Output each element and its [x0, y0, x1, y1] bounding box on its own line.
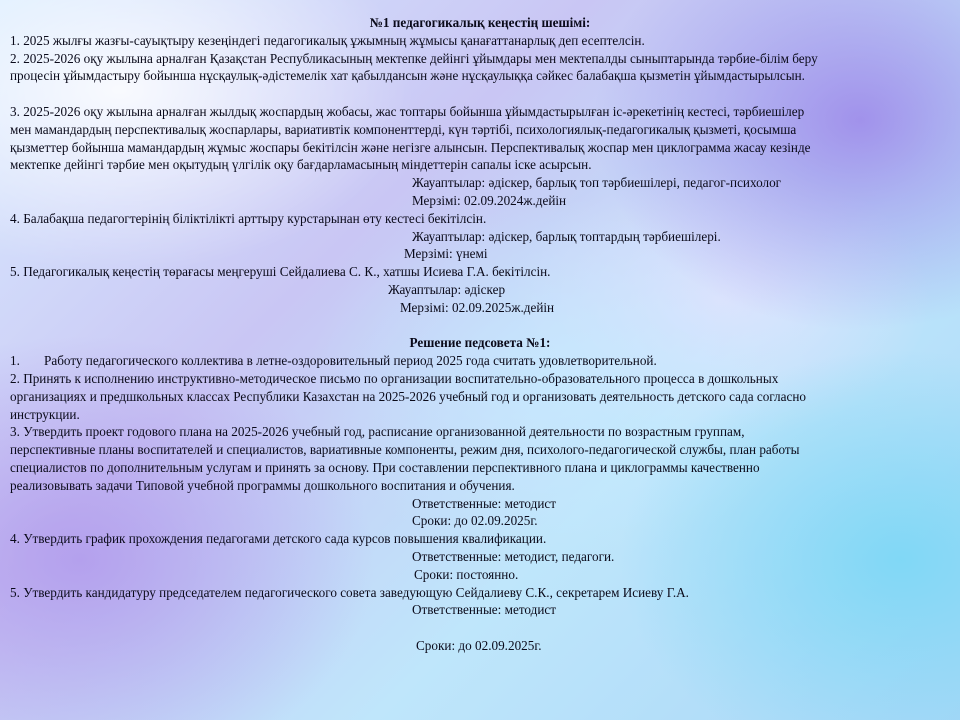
kz-item-4-deadline: Мерзімі: үнемі	[404, 246, 488, 262]
kz-item-5: 5. Педагогикалық кеңестің төрағасы меңгеруші Сейдалиева С. К., хатшы Исиева Г.А. бекітілсін.	[10, 264, 551, 280]
ru-item-5-responsible: Ответственные: методист	[412, 602, 557, 618]
ru-item-3-responsible: Ответственные: методист	[412, 495, 557, 511]
kz-item-3-line-3: қызметтер бойынша мамандардың жұмыс жоспары бекітілсін және негізге алынсын. Перспективалық жоспар мен циклограмма жасау кезінде	[10, 139, 811, 155]
ru-item-3-line-4: реализовывать задачи Типовой учебной программы дошкольного воспитания и обучения.	[10, 477, 515, 493]
ru-item-3-line-2: перспективные планы воспитателей и специалистов, вариативные компоненты, режим дня, психолого-педагогической службы, план работы	[10, 442, 800, 458]
ru-title: Решение педсовета №1:	[409, 335, 551, 351]
kz-title: №1 педагогикалық кеңестің шешімі:	[369, 15, 591, 30]
decision-document	[10, 14, 950, 655]
ru-item-1-number: 1.	[10, 353, 20, 369]
kz-item-3-responsible: Жауаптылар: әдіскер, барлық топ тәрбиешілері, педагог-психолог	[412, 175, 782, 191]
spacer	[10, 317, 950, 335]
kz-item-3-line-1: 3. 2025-2026 оқу жылына арналған жылдық жоспардың жобасы, жас топтары бойынша ұйымдастырылған іс-әрекетінің кестесі, тәрбиешілер	[10, 103, 805, 119]
ru-item-3-line-1: 3. Утвердить проект годового плана на 2025-2026 учебный год, расписание организованной деятельности по возрастным группам,	[10, 424, 745, 440]
ru-item-2-line-2: организациях и предшкольных классах Республики Казахстан на 2025-2026 учебный год и организовать деятельность детского сада согласно	[10, 388, 806, 404]
spacer	[10, 619, 950, 637]
kz-item-5-responsible: Жауаптылар: әдіскер	[388, 281, 506, 297]
ru-item-3-line-3: специалистов по дополнительным услугам и принять за основу. При составлении перспективного плана и циклограммы качественно	[10, 459, 760, 475]
ru-item-4-deadline: Сроки: постоянно.	[414, 566, 519, 582]
spacer	[10, 85, 950, 103]
ru-item-5-deadline: Сроки: до 02.09.2025г.	[416, 637, 542, 653]
ru-item-3-deadline: Сроки: до 02.09.2025г.	[412, 513, 538, 529]
kz-item-3-deadline: Мерзімі: 02.09.2024ж.дейін	[412, 192, 567, 208]
kz-item-3-line-2: мен мамандардың перспективалық жоспарлары, вариативтік компоненттерді, күн тәртібі, психологиялық-педагогикалық қызметі, қосымша	[10, 121, 797, 137]
ru-item-4: 4. Утвердить график прохождения педагогами детского сада курсов повышения квалификации.	[10, 531, 547, 547]
kz-item-2-line-1: 2. 2025-2026 оқу жылына арналған Қазақстан Республикасының мектепке дейінгі ұйымдары мен мектепалды сыныптарында тәрбие-білім беру	[10, 50, 818, 66]
ru-item-2-line-1: 2. Принять к исполнению инструктивно-методическое письмо по организации воспитательно-образовательного процесса в дошкольных	[10, 370, 779, 386]
ru-item-1	[10, 352, 950, 370]
kz-item-2-line-2: процесін ұйымдастыру бойынша нұсқаулық-әдістемелік хат қабылдансын және нұсқаулыққа сәйкес балабақша қызметін ұйымдастырылсын.	[10, 68, 805, 84]
ru-item-2-line-3: инструкции.	[10, 406, 80, 422]
kz-item-5-deadline: Мерзімі: 02.09.2025ж.дейін	[400, 299, 555, 315]
ru-item-1-text: Работу педагогического коллектива в летне-оздоровительный период 2025 года считать удовлетворительной.	[44, 353, 657, 369]
kz-item-4-responsible: Жауаптылар: әдіскер, барлық топтардың тәрбиешілері.	[412, 228, 721, 244]
kz-item-1: 1. 2025 жылғы жазғы-сауықтыру кезеңіндегі педагогикалық ұжымның жұмысы қанағаттанарлық деп есептелсін.	[10, 32, 645, 48]
ru-item-5: 5. Утвердить кандидатуру председателем педагогического совета заведующую Сейдалиеву С.К., секретарем Исиеву Г.А.	[10, 584, 689, 600]
kz-item-4: 4. Балабақша педагогтерінің біліктілікті арттыру курстарынан өту кестесі бекітілсін.	[10, 210, 487, 226]
kz-item-3-line-4: мектепке дейінгі тәрбие мен оқытудың үлгілік оқу бағдарламасының міндеттерін сапалы іске асырсын.	[10, 157, 592, 173]
ru-item-4-responsible: Ответственные: методист, педагоги.	[412, 548, 615, 564]
